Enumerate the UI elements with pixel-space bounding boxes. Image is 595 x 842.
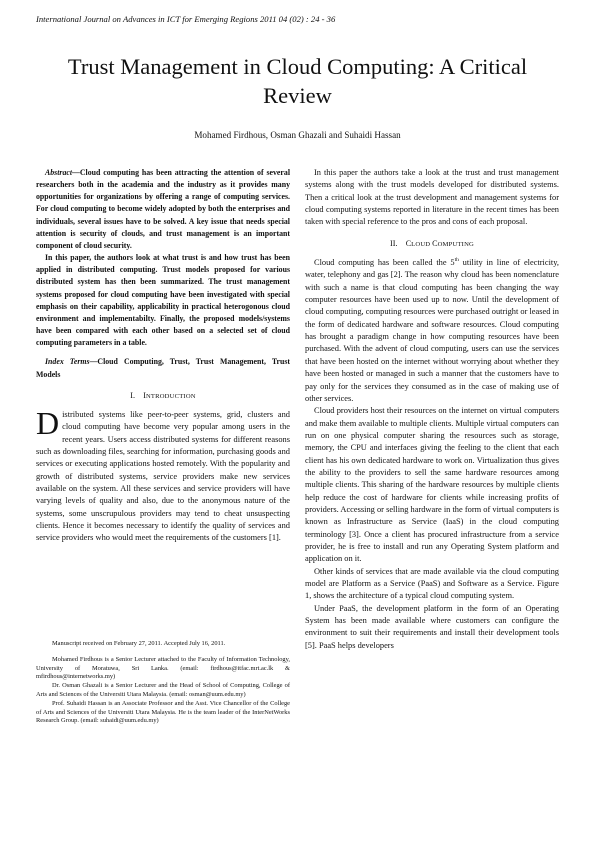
abstract: [36, 167, 290, 349]
footnote-author-2: Dr. Osman Ghazali is a Senior Lecturer and the Head of School of Computing, College of Arts and Sciences of the Universiti Utara Malaysia. (email: osman@uum.edu.my): [36, 682, 290, 698]
section-title-rest: NTRODUCTION: [145, 392, 196, 400]
superscript: th: [454, 257, 459, 264]
section-initial-2: C: [432, 238, 438, 248]
abstract-text-1: Cloud computing has been attracting the attention of several researchers both in the academia and the industry as it provides many opportunities for organizations by offering a range of computing services. For cloud computing to become widely adopted by both the enterprises and individuals, several issues have to be solved. A key issue that needs special attention is security of clouds, and trust management is an important component of cloud security.: [36, 168, 290, 250]
cloud-paragraph-1: [305, 257, 559, 405]
drop-cap: D: [36, 405, 60, 441]
footnotes: [36, 640, 290, 726]
author-list: Mohamed Firdhous, Osman Ghazali and Suhaidi Hassan: [194, 130, 401, 140]
cloud-paragraph-2: Cloud providers host their resources on the internet on virtual computers and make them available to multiple clients. Multiple virtual computers can run on one physical computer sharing the resources such as storage, memory, the CPU and interfaces giving the feeling to the client that each client has his own dedicated hardware to work on. Virtualization thus gives the ability to the providers to sell the same hardware resources among multiple clients. This sharing of the hardware resources by multiple clients help reduce the cost of hardware for clients while increasing profits of providers. Accessing or selling hardware in the form of virtual computers is known as Infrastructure as Service (IaaS) in the cloud computing terminology [3]. Once a client has procured infrastructure from a service provider, he is free to install and run any Operating System platform and application on it.: [305, 406, 559, 564]
section-title-rest-2: OMPUTING: [437, 240, 474, 248]
footnote-author-1: Mohamed Firdhous is a Senior Lecturer attached to the Faculty of Information Technology, University of Moratuwa, Sri Lanka. (email: firdhous@itfac.mrt.ac.lk & mfirdhous@internetworks.my): [36, 655, 290, 681]
abstract-dash: —: [72, 168, 80, 177]
index-terms-label: Index Terms: [45, 357, 90, 367]
introduction-paragraph-1: [36, 405, 290, 545]
paper-title: [30, 52, 565, 110]
title-line-1: Trust Management in Cloud Computing: A Critical: [67, 54, 528, 79]
index-terms-dash: —: [89, 357, 98, 367]
introduction-text-1: istributed systems like peer-to-peer systems, grid, clusters and cloud computing have become very popular among users in the recent years. Users access distributed systems for different reasons such as downloading files, searching for information, purchasing goods and services or executing applications hosted remotely. With the popularity and growth of distributed systems, service providers make new services available on the system. All these services and service providers will have varying levels of quality and also, due to the anonymous nature of the systems, some unscrupulous providers may tend to cheat unsuspecting clients. Hence it becomes necessary to identify the quality of services and service providers who would meet the requirements of the customers [1].: [36, 410, 290, 543]
section-number: I.: [130, 390, 136, 400]
abstract-paragraph-1: [36, 167, 290, 252]
section-heading-cloud-computing: [305, 238, 559, 251]
title-line-2: Review: [263, 83, 332, 108]
index-terms: [36, 356, 290, 380]
introduction-paragraph-2: In this paper the authors take a look at the trust and trust management systems along with the trust models developed for distributed systems. Then a critical look at the trust development and management systems for cloud computing systems reported in literature in the recent times has been taken with special reference to the pros and cons of each proposal.: [305, 168, 559, 227]
cloud-text-1b: utility in line of electricity, water, telephony and gas [2]. The reason why cloud has been nomenclature with such a name is that cloud computing has been changing the way computer resources have been used up to now. Until the development of cloud computing, computing resources were purchased outright or leased in the form of dedicated hardware and software resources. Cloud computing has brought a paradigm change in how computing resources have been purchased. With the advent of cloud computing, users can use the services that have been hosted on the internet without worrying about whether they have been hosted or managed in such a manner that the customers have to pay only for the services they consumed as in the case of making use of other services.: [305, 258, 559, 403]
abstract-label: Abstract: [45, 168, 73, 177]
manuscript-received: Manuscript received on February 27, 2011. Accepted July 16, 2011.: [52, 640, 226, 647]
section-title-rest: LOUD: [411, 240, 433, 248]
index-terms-text: Cloud Computing, Trust, Trust Management, Trust Models: [36, 357, 290, 379]
footnote-author-3: Prof. Suhaidi Hassan is an Associate Professor and the Asst. Vice Chancellor of the College of Arts and Sciences of the Universiti Utara Malaysia. He is the team leader of the InterNetWorks Research Group. (email: suhaidi@uum.edu.my): [36, 699, 290, 725]
cloud-paragraph-3: Other kinds of services that are made available via the cloud computing model are Platform as a Service (PaaS) and Software as a Service. Figure 1, shows the architecture of a typical cloud computing system.: [305, 566, 559, 601]
left-column: [36, 167, 290, 545]
section-heading-introduction: [36, 390, 290, 403]
abstract-paragraph-2: In this paper, the authors look at what trust is and how trust has been applied in distributed computing. Trust models proposed for various distributed system has then been summarized. The trust management systems proposed for cloud computing have been investigated with special emphasis on their capability, applicability in practical heterogonous cloud environment and implementabilty. Finally, the proposed models/systems have been compared with each other based on a selected set of cloud computing parameters in a table.: [36, 253, 290, 348]
right-column: [305, 167, 559, 652]
section-initial: C: [405, 238, 412, 248]
section-number: II.: [390, 238, 398, 248]
journal-header: International Journal on Advances in ICT for Emerging Regions 2011 04 (02) : 24 - 36: [36, 14, 336, 24]
section-initial: I: [143, 390, 146, 400]
cloud-paragraph-4: Under PaaS, the development platform in the form of an Operating System has been made available where customers can configure the environment to suit their requirements and install their development tools [5]. PaaS helps developers: [305, 603, 559, 650]
cloud-text-1a: Cloud computing has been called the 5: [314, 258, 455, 268]
